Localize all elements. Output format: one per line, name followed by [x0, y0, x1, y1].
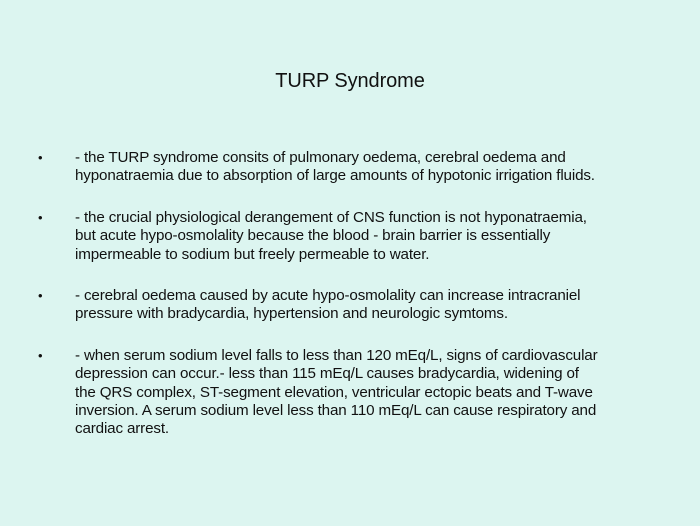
bullet-item	[38, 287, 688, 324]
bullet-list	[38, 149, 688, 439]
bullet-item	[38, 209, 688, 264]
bullet-line: cardiac arrest.	[75, 420, 169, 438]
bullet-line: impermeable to sodium but freely permeable to water.	[75, 245, 430, 263]
bullet-line: - when serum sodium level falls to less than 120 mEq/L, signs of cardiovascular	[75, 346, 598, 364]
bullet-line: hyponatraemia due to absorption of large amounts of hypotonic irrigation fluids.	[75, 167, 595, 185]
bullet-dot-icon: •	[38, 209, 43, 225]
bullet-item	[38, 347, 688, 439]
bullet-line: - the TURP syndrome consits of pulmonary oedema, cerebral oedema and	[75, 149, 566, 166]
bullet-item	[38, 149, 688, 186]
slide-title: TURP Syndrome	[275, 70, 425, 92]
bullet-dot-icon: •	[38, 150, 43, 165]
bullet-line: - the crucial physiological derangement of CNS function is not hyponatraemia,	[75, 208, 587, 226]
bullet-dot-icon: •	[38, 288, 43, 304]
bullet-line: - cerebral oedema caused by acute hypo-osmolality can increase intracraniel	[75, 287, 581, 305]
bullet-line: but acute hypo-osmolality because the blood - brain barrier is essentially	[75, 227, 551, 245]
bullet-line: the QRS complex, ST-segment elevation, ventricular ectopic beats and T-wave	[75, 383, 593, 401]
bullet-line: depression can occur.- less than 115 mEq/L causes bradycardia, widening of	[75, 365, 579, 383]
bullet-line: pressure with bradycardia, hypertension and neurologic symtoms.	[75, 305, 508, 323]
bullet-line: inversion. A serum sodium level less than 110 mEq/L can cause respiratory and	[75, 402, 597, 420]
bullet-dot-icon: •	[38, 347, 43, 363]
